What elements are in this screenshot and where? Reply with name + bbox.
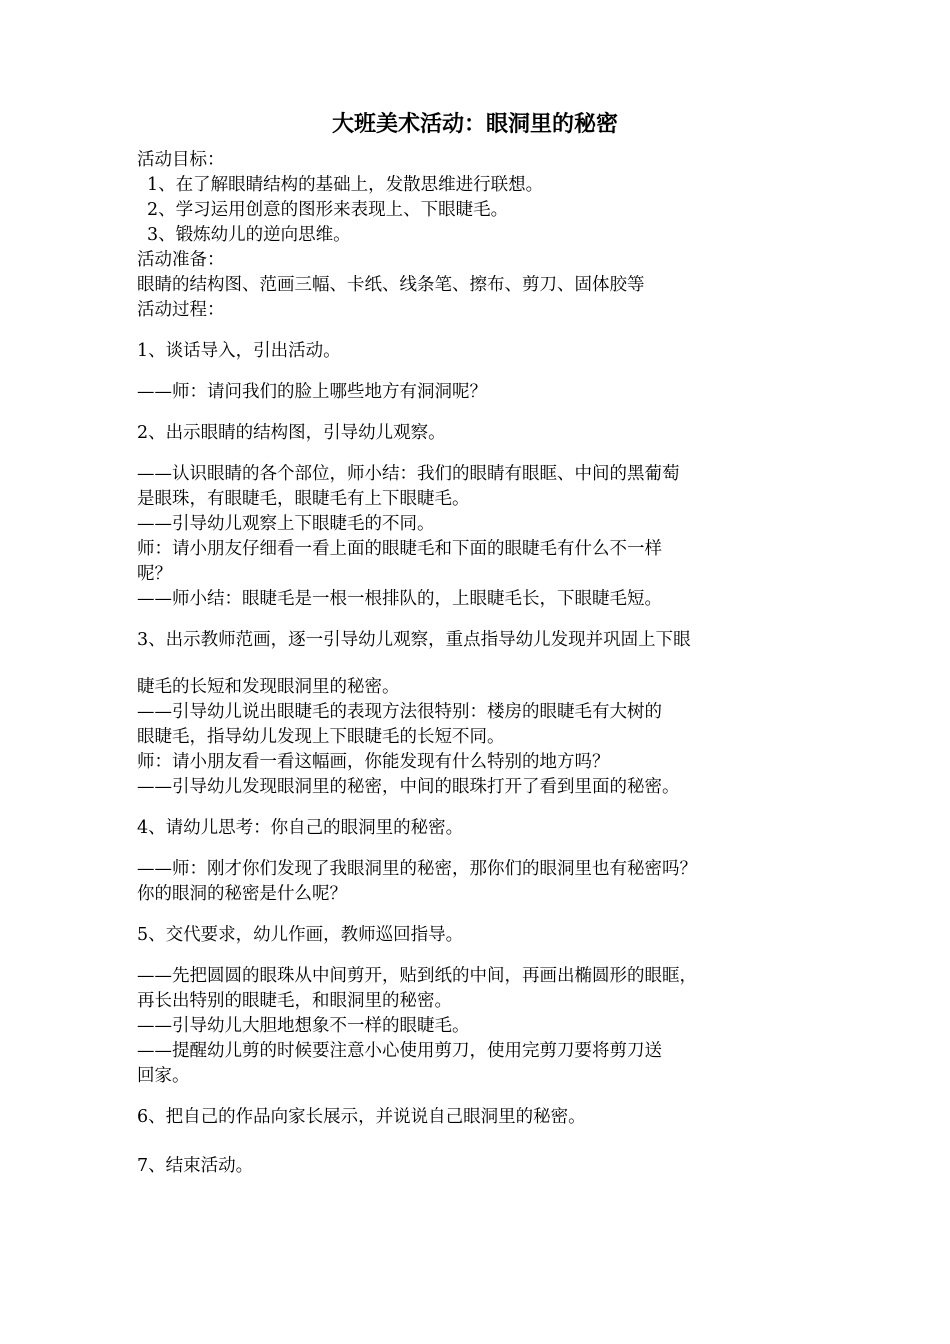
step-4-line: ——师：刚才你们发现了我眼洞里的秘密，那你们的眼洞里也有秘密吗？ <box>137 859 697 879</box>
step-2-line: ——引导幼儿观察上下眼睫毛的不同。 <box>137 514 435 534</box>
step-3-line: 师：请小朋友看一看这幅画，你能发现有什么特别的地方吗？ <box>137 752 610 772</box>
step-3-heading: 3、出示教师范画，逐一引导幼儿观察，重点指导幼儿发现并巩固上下眼 <box>137 630 691 650</box>
step-2-line: 呢？ <box>137 564 172 584</box>
step-7-heading: 7、结束活动。 <box>137 1156 254 1176</box>
document-body <box>137 148 832 1179</box>
step-5-heading: 5、交代要求，幼儿作画，教师巡回指导。 <box>137 925 464 945</box>
step-1-heading: 1、谈话导入，引出活动。 <box>137 341 341 361</box>
step-2-line: ——师小结：眼睫毛是一根一根排队的，上眼睫毛长，下眼睫毛短。 <box>137 589 662 609</box>
step-3-line: ——引导幼儿说出眼睫毛的表现方法很特别：楼房的眼睫毛有大树的 <box>137 702 662 722</box>
step-3-line: 眼睫毛，指导幼儿发现上下眼睫毛的长短不同。 <box>137 727 505 747</box>
step-5-line: 再长出特别的眼睫毛，和眼洞里的秘密。 <box>137 991 452 1011</box>
process-heading: 活动过程： <box>137 300 225 320</box>
step-5-line: ——提醒幼儿剪的时候要注意小心使用剪刀，使用完剪刀要将剪刀送 <box>137 1041 662 1061</box>
goal-item: 2、学习运用创意的图形来表现上、下眼睫毛。 <box>147 200 509 220</box>
step-2-line: 师：请小朋友仔细看一看上面的眼睫毛和下面的眼睫毛有什么不一样 <box>137 539 662 559</box>
step-6-heading: 6、把自己的作品向家长展示，并说说自己眼洞里的秘密。 <box>137 1107 586 1127</box>
step-5-line: ——引导幼儿大胆地想象不一样的眼睫毛。 <box>137 1016 470 1036</box>
goal-item: 1、在了解眼睛结构的基础上，发散思维进行联想。 <box>147 175 544 195</box>
prep-heading: 活动准备： <box>137 250 225 270</box>
step-5-line: 回家。 <box>137 1066 190 1086</box>
step-4-heading: 4、请幼儿思考：你自己的眼洞里的秘密。 <box>137 818 464 838</box>
step-4-line: 你的眼洞的秘密是什么呢？ <box>137 884 347 904</box>
step-5-line: ——先把圆圆的眼珠从中间剪开，贴到纸的中间，再画出椭圆形的眼眶， <box>137 966 697 986</box>
step-3-line: ——引导幼儿发现眼洞里的秘密，中间的眼珠打开了看到里面的秘密。 <box>137 777 680 797</box>
step-2-line: 是眼珠，有眼睫毛，眼睫毛有上下眼睫毛。 <box>137 489 470 509</box>
page-title: 大班美术活动：眼洞里的秘密 <box>331 112 618 137</box>
step-2-heading: 2、出示眼睛的结构图，引导幼儿观察。 <box>137 423 446 443</box>
prep-text: 眼睛的结构图、范画三幅、卡纸、线条笔、擦布、剪刀、固体胶等 <box>137 275 645 295</box>
step-1-line: ——师：请问我们的脸上哪些地方有洞洞呢？ <box>137 382 487 402</box>
step-3-heading-cont: 睫毛的长短和发现眼洞里的秘密。 <box>137 677 400 697</box>
step-2-line: ——认识眼睛的各个部位，师小结：我们的眼睛有眼眶、中间的黑葡萄 <box>137 464 680 484</box>
goal-item: 3、锻炼幼儿的逆向思维。 <box>147 225 351 245</box>
goals-heading: 活动目标： <box>137 150 225 170</box>
